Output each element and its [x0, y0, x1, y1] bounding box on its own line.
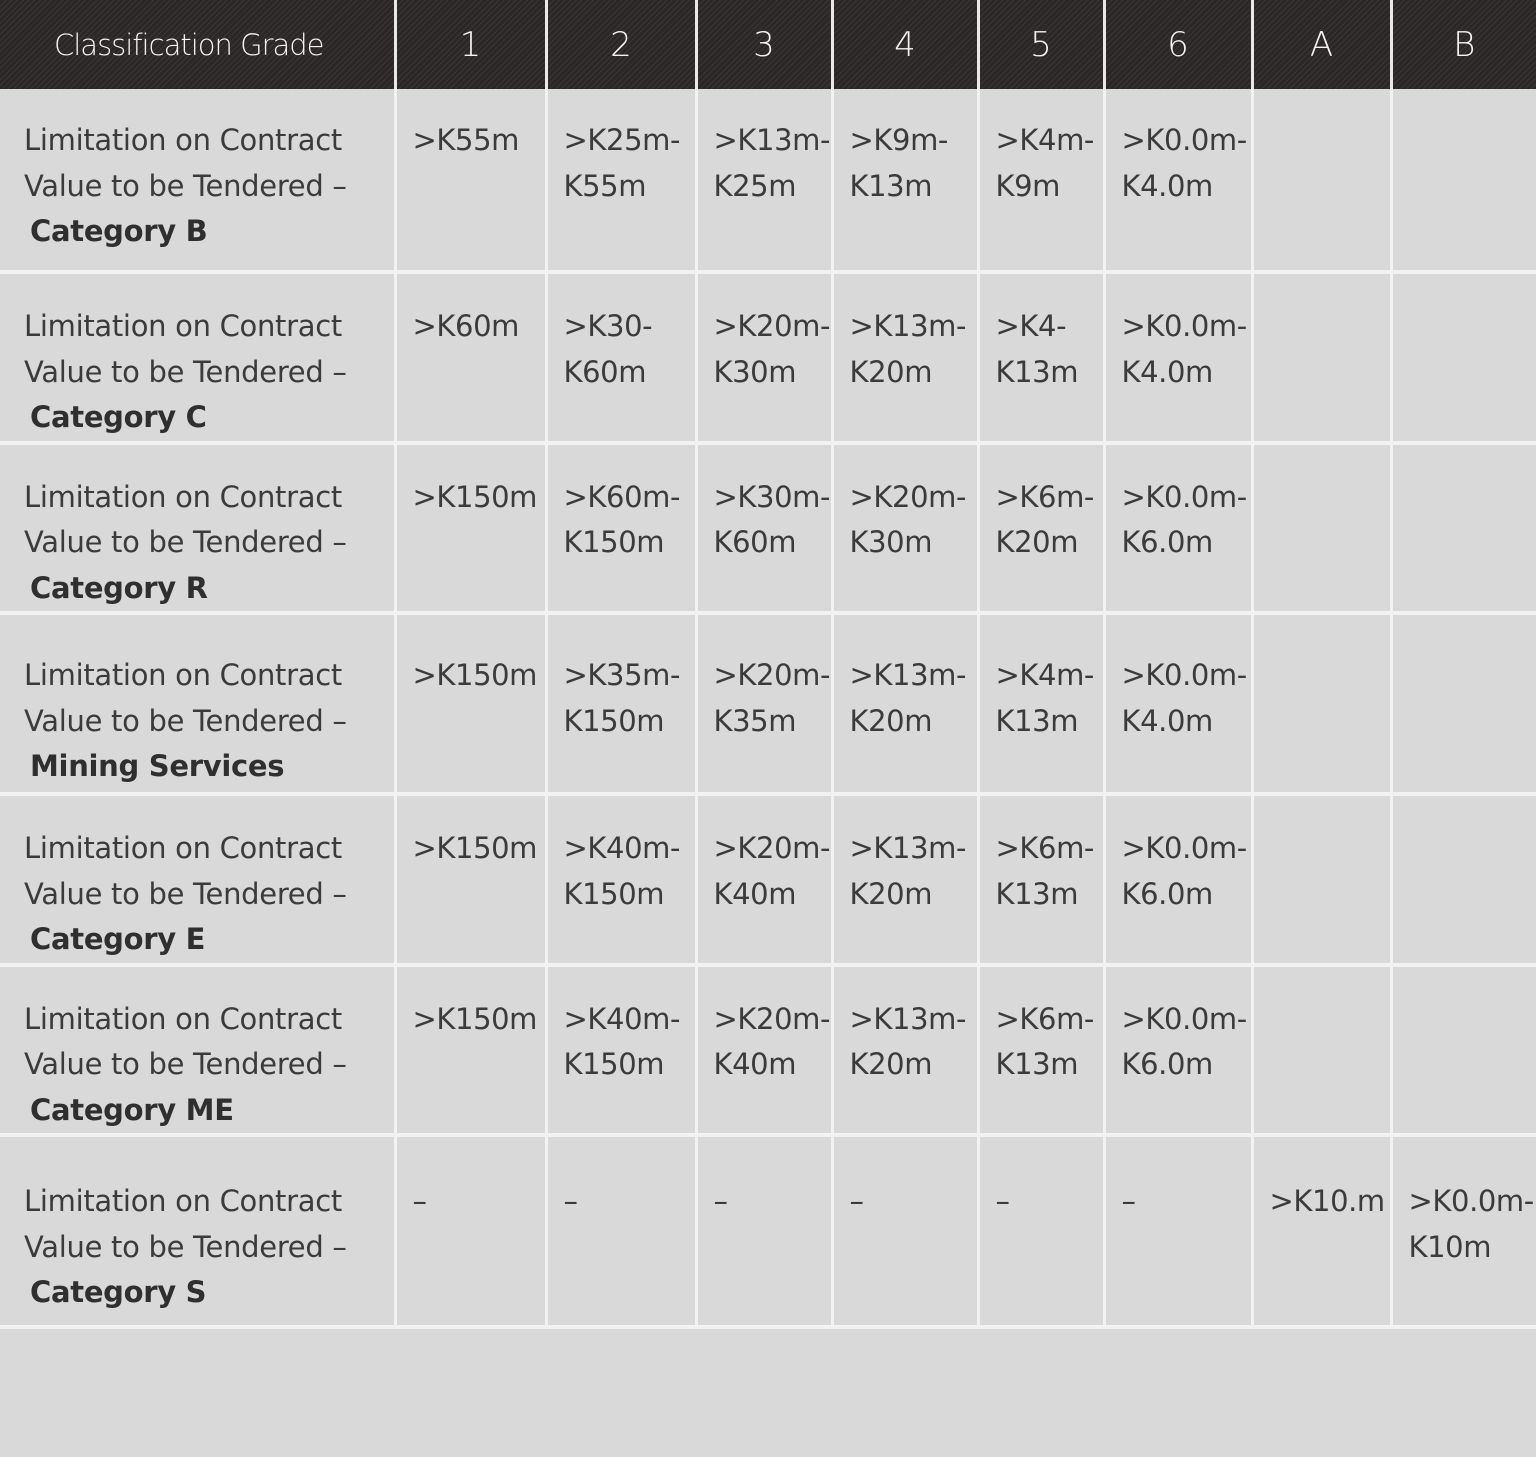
value-cell [1391, 1135, 1536, 1327]
value-cell [1104, 965, 1252, 1136]
value-line: – [563, 1184, 578, 1218]
value-cell [1252, 965, 1391, 1136]
value-line: – [1121, 1184, 1136, 1218]
grade-header-1: 1 [395, 0, 546, 89]
value-cell [696, 794, 832, 965]
row-label [0, 794, 395, 965]
row-label-line: Value to be Tendered – [24, 168, 347, 203]
value-cell [1391, 89, 1536, 272]
value-cell [696, 443, 832, 614]
value-line: >K150m [412, 1001, 538, 1036]
value-line: – [849, 1184, 864, 1218]
value-cell [696, 272, 832, 443]
value-line: >K55m [412, 123, 519, 157]
value-line: >K35m- [563, 658, 681, 692]
value-line: K13m [995, 703, 1079, 738]
value-line: K60m [713, 525, 797, 559]
value-line: K20m [849, 703, 933, 738]
value-line: >K25m- [563, 123, 681, 157]
table-body [0, 89, 1536, 1327]
row-label [0, 965, 395, 1136]
value-line: >K13m- [849, 309, 967, 343]
row-category: Category ME [30, 1092, 234, 1127]
value-line: – [713, 1184, 728, 1218]
value-cell [696, 89, 832, 272]
value-cell [395, 272, 546, 443]
row-category: Category R [30, 570, 208, 605]
row-label-line: Value to be Tendered – [24, 1047, 347, 1081]
row-label [0, 443, 395, 614]
value-line: >K13m- [849, 831, 967, 865]
value-line: >K0.0m- [1121, 658, 1247, 692]
table-header [0, 0, 1536, 89]
value-cell [1104, 794, 1252, 965]
header-title: Classification Grade [0, 0, 395, 89]
value-cell [978, 794, 1104, 965]
value-line: K40m [713, 1047, 797, 1081]
row-label [0, 89, 395, 272]
table-row [0, 794, 1536, 965]
row-label-line: Value to be Tendered – [24, 876, 347, 911]
value-cell [832, 965, 978, 1136]
value-cell [832, 1135, 978, 1327]
value-line: >K20m- [713, 309, 831, 343]
value-line: >K150m [412, 658, 538, 692]
value-cell [832, 613, 978, 794]
grade-header-5: 5 [978, 0, 1104, 89]
value-line: K20m [849, 354, 933, 389]
value-line: >K20m- [713, 831, 831, 865]
value-line: K6.0m [1121, 525, 1213, 559]
row-category: Category C [30, 400, 207, 434]
value-cell [696, 965, 832, 1136]
value-line: >K4m- [995, 658, 1094, 692]
value-cell [978, 613, 1104, 794]
value-line: >K4m- [995, 123, 1094, 157]
value-cell [1252, 272, 1391, 443]
value-cell [832, 443, 978, 614]
table-row [0, 443, 1536, 614]
value-line: >K30- [563, 309, 653, 343]
value-line: >K40m- [563, 831, 681, 865]
value-cell [1104, 1135, 1252, 1327]
value-cell [1391, 272, 1536, 443]
value-cell [1252, 89, 1391, 272]
value-cell [978, 1135, 1104, 1327]
grade-header-a: A [1252, 0, 1391, 89]
value-line: K25m [713, 168, 797, 203]
value-cell [1391, 613, 1536, 794]
value-cell [1252, 794, 1391, 965]
value-cell [546, 1135, 696, 1327]
grade-header-6: 6 [1104, 0, 1252, 89]
value-cell [832, 272, 978, 443]
value-cell [546, 272, 696, 443]
value-cell [395, 89, 546, 272]
value-line: K40m [713, 876, 797, 911]
table-row [0, 965, 1536, 1136]
value-line: >K9m- [849, 123, 948, 157]
value-line: K20m [849, 876, 933, 911]
row-label-line: Value to be Tendered – [24, 525, 347, 559]
value-line: K9m [995, 168, 1061, 203]
row-label-line: Limitation on Contract [24, 1184, 342, 1218]
row-label-line: Limitation on Contract [24, 123, 342, 157]
value-cell [395, 794, 546, 965]
row-label [0, 613, 395, 794]
value-cell [546, 89, 696, 272]
value-line: K13m [849, 168, 933, 203]
value-cell [696, 613, 832, 794]
grade-header-4: 4 [832, 0, 978, 89]
value-line: >K0.0m- [1121, 479, 1247, 514]
value-line: >K0.0m- [1121, 1001, 1247, 1036]
value-line: K20m [995, 525, 1079, 559]
value-line: K13m [995, 876, 1079, 911]
value-line: K30m [713, 354, 797, 389]
value-line: K6.0m [1121, 876, 1213, 911]
value-cell [395, 613, 546, 794]
value-line: – [412, 1184, 427, 1218]
row-label-line: Limitation on Contract [24, 831, 342, 865]
value-line: K4.0m [1121, 703, 1213, 738]
row-label-line: Limitation on Contract [24, 309, 342, 343]
value-cell [696, 1135, 832, 1327]
value-line: >K20m- [713, 658, 831, 692]
value-line: K20m [849, 1047, 933, 1081]
value-cell [978, 89, 1104, 272]
value-cell [1104, 613, 1252, 794]
row-label-line: Value to be Tendered – [24, 703, 347, 738]
value-line: >K40m- [563, 1001, 681, 1036]
value-cell [1252, 1135, 1391, 1327]
row-category: Category S [30, 1275, 207, 1309]
value-line: >K13m- [849, 658, 967, 692]
row-category: Category B [30, 214, 208, 248]
value-line: >K0.0m- [1121, 123, 1247, 157]
value-line: >K30m- [713, 479, 831, 514]
row-label [0, 272, 395, 443]
row-label-line: Value to be Tendered – [24, 1229, 347, 1264]
value-cell [978, 965, 1104, 1136]
value-line: K4.0m [1121, 354, 1213, 389]
value-line: >K150m [412, 479, 538, 514]
value-cell [546, 443, 696, 614]
value-cell [832, 794, 978, 965]
value-cell [395, 443, 546, 614]
value-line: K150m [563, 876, 665, 911]
row-label-line: Value to be Tendered – [24, 354, 347, 389]
value-cell [546, 965, 696, 1136]
value-cell [395, 965, 546, 1136]
value-line: >K60m [412, 309, 519, 343]
value-cell [978, 443, 1104, 614]
value-cell [1104, 272, 1252, 443]
value-cell [1391, 443, 1536, 614]
value-line: K10m [1408, 1229, 1492, 1264]
value-cell [1391, 965, 1536, 1136]
row-label-line: Limitation on Contract [24, 479, 342, 514]
row-label-line: Limitation on Contract [24, 1001, 342, 1036]
row-label [0, 1135, 395, 1327]
value-line: K150m [563, 703, 665, 738]
value-line: >K10.m [1269, 1184, 1385, 1218]
value-cell [832, 89, 978, 272]
value-cell [1104, 89, 1252, 272]
value-line: >K20m- [713, 1001, 831, 1036]
value-line: >K20m- [849, 479, 967, 514]
table-row [0, 613, 1536, 794]
value-line: K60m [563, 354, 647, 389]
value-cell [1252, 443, 1391, 614]
value-line: >K6m- [995, 831, 1094, 865]
header-row [0, 0, 1536, 89]
row-category: Category E [30, 922, 206, 956]
value-line: >K13m- [849, 1001, 967, 1036]
value-line: >K0.0m- [1408, 1184, 1534, 1218]
row-category: Mining Services [30, 749, 285, 783]
table-row [0, 272, 1536, 443]
value-cell [395, 1135, 546, 1327]
value-line: K30m [849, 525, 933, 559]
value-line: – [995, 1184, 1010, 1218]
value-line: K4.0m [1121, 168, 1213, 203]
row-label-line: Limitation on Contract [24, 658, 342, 692]
value-line: K6.0m [1121, 1047, 1213, 1081]
value-line: >K0.0m- [1121, 309, 1247, 343]
value-line: K150m [563, 1047, 665, 1081]
value-cell [546, 613, 696, 794]
value-line: K13m [995, 354, 1079, 389]
value-cell [978, 272, 1104, 443]
value-cell [546, 794, 696, 965]
value-line: >K4- [995, 309, 1067, 343]
value-line: K150m [563, 525, 665, 559]
value-cell [1391, 794, 1536, 965]
value-line: >K60m- [563, 479, 681, 514]
value-line: >K6m- [995, 1001, 1094, 1036]
value-line: >K150m [412, 831, 538, 865]
grade-header-3: 3 [696, 0, 832, 89]
value-line: K55m [563, 168, 647, 203]
table-row [0, 89, 1536, 272]
value-cell [1104, 443, 1252, 614]
value-line: >K13m- [713, 123, 831, 157]
value-line: K35m [713, 703, 797, 738]
value-cell [1252, 613, 1391, 794]
value-line: >K6m- [995, 479, 1094, 514]
grade-header-b: B [1391, 0, 1536, 89]
value-line: >K0.0m- [1121, 831, 1247, 865]
value-line: K13m [995, 1047, 1079, 1081]
grade-header-2: 2 [546, 0, 696, 89]
table-row [0, 1135, 1536, 1327]
